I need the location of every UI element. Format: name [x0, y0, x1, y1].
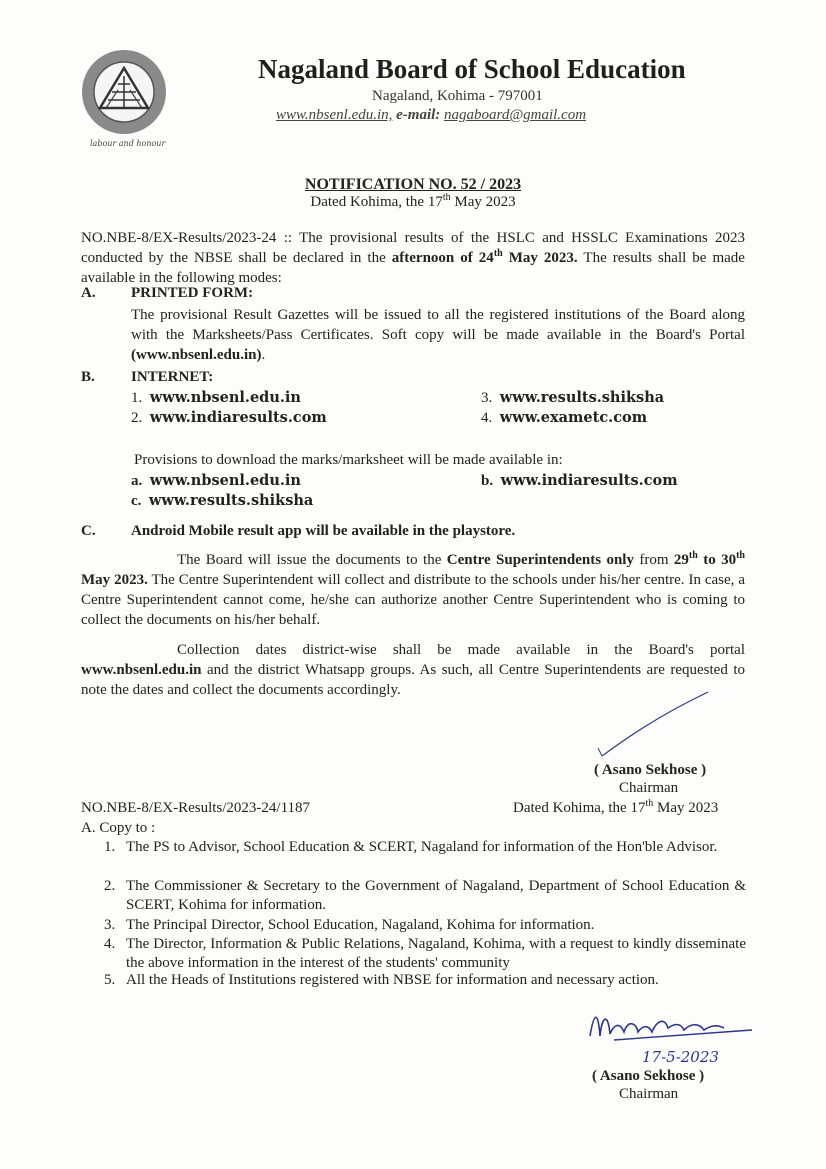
- copy-to-label: A. Copy to :: [81, 820, 156, 836]
- signatory-name: ( Asano Sekhose ): [594, 762, 707, 778]
- notification-title: NOTIFICATION NO. 52 / 2023: [304, 176, 522, 193]
- internet-site-2: 2. www.indiaresults.com: [131, 409, 327, 426]
- site-link[interactable]: www.nbsenl.edu.in: [149, 472, 301, 489]
- site-link[interactable]: www.results.shiksha: [499, 389, 665, 406]
- section-a-text: The provisional Result Gazettes will be issued to all the registered institutions of the Board along with the Marksheets/Pass Certificates. Soft copy will be made available in the Board's Portal (www.nbsenl.edu.in).: [131, 307, 745, 363]
- intro-paragraph: NO.NBE-8/EX-Results/2023-24 :: The provisional results of the HSLC and HSSLC Examinations 2023 conducted by the NBSE shall be declared in the afternoon of 24th May 2023. The results shall be made available in the following modes:: [81, 230, 745, 286]
- org-address: Nagaland, Kohima - 797001: [372, 88, 543, 104]
- org-contact: [276, 107, 586, 124]
- section-b-heading: INTERNET:: [131, 369, 214, 385]
- download-site-b: b. www.indiaresults.com: [481, 472, 678, 489]
- download-site-c: c. www.results.shiksha: [131, 492, 314, 509]
- section-a-letter: A.: [81, 285, 96, 301]
- svg-text:labour and honour: labour and honour: [90, 139, 166, 148]
- signatory2-title: Chairman: [619, 1086, 679, 1102]
- copy-item: 2. The Commissioner & Secretary to the Government of Nagaland, Department of School Education & SCERT, Kohima for information.: [104, 878, 746, 913]
- memo-reference: NO.NBE-8/EX-Results/2023-24/1187: [81, 800, 311, 816]
- section-c-heading: Android Mobile result app will be available in the playstore.: [131, 523, 516, 539]
- site-link[interactable]: www.results.shiksha: [148, 492, 314, 509]
- copy-item: 4. The Director, Information & Public Relations, Nagaland, Kohima, with a request to kindly disseminate the above information in the interest of the students' community: [104, 936, 746, 971]
- board-logo: [78, 46, 170, 154]
- download-site-a: a. www.nbsenl.edu.in: [131, 472, 301, 489]
- email-link[interactable]: nagaboard@gmail.com: [444, 107, 587, 123]
- site-link[interactable]: www.exametc.com: [499, 409, 648, 426]
- internet-site-3: 3. www.results.shiksha: [481, 389, 665, 406]
- section-b-letter: B.: [81, 369, 95, 385]
- download-intro: Provisions to download the marks/marksheet will be made available in:: [134, 452, 563, 468]
- website-link[interactable]: www.nbsenl.edu.in,: [276, 107, 393, 123]
- section-c-letter: C.: [81, 523, 96, 539]
- memo-date: Dated Kohima, the 17th May 2023: [513, 798, 719, 816]
- site-link[interactable]: www.indiaresults.com: [149, 409, 327, 426]
- notification-date: Dated Kohima, the 17th May 2023: [310, 192, 516, 210]
- copy-item: 5. All the Heads of Institutions registered with NBSE for information and necessary action.: [104, 972, 659, 988]
- section-a-heading: PRINTED FORM:: [131, 285, 254, 301]
- internet-site-1: 1. www.nbsenl.edu.in: [131, 389, 301, 406]
- handwritten-signature: [584, 1002, 754, 1072]
- site-link[interactable]: www.indiaresults.com: [500, 472, 678, 489]
- svg-text:17-5-2023: 17-5-2023: [642, 1048, 719, 1066]
- copy-item: 3. The Principal Director, School Education, Nagaland, Kohima for information.: [104, 917, 595, 933]
- site-link[interactable]: www.nbsenl.edu.in: [149, 389, 301, 406]
- copy-item: 1. The PS to Advisor, School Education & SCERT, Nagaland for information of the Hon'ble Advisor.: [104, 839, 718, 855]
- email-label: e-mail:: [396, 107, 441, 123]
- org-name: Nagaland Board of School Education: [258, 54, 686, 84]
- distribution-paragraph: The Board will issue the documents to the Centre Superintendents only from 29th to 30th May 2023. The Centre Superintendent will collect and distribute to the schools under his/her centre. In case, a Centre Superintendent cannot come, he/she can authorize another Centre Superintendent who is coming to collect the documents on his/her behalf.: [81, 550, 745, 628]
- internet-site-4: 4. www.exametc.com: [481, 409, 648, 426]
- signatory2-name: ( Asano Sekhose ): [592, 1068, 705, 1084]
- signatory-title: Chairman: [619, 780, 679, 796]
- collection-paragraph: Collection dates district-wise shall be made available in the Board's portal www.nbsenl.edu.in and the district Whatsapp groups. As such, all Centre Superintendents are requested to note the dates and collect the documents accordingly.: [81, 642, 745, 698]
- signature-stroke: [594, 690, 714, 760]
